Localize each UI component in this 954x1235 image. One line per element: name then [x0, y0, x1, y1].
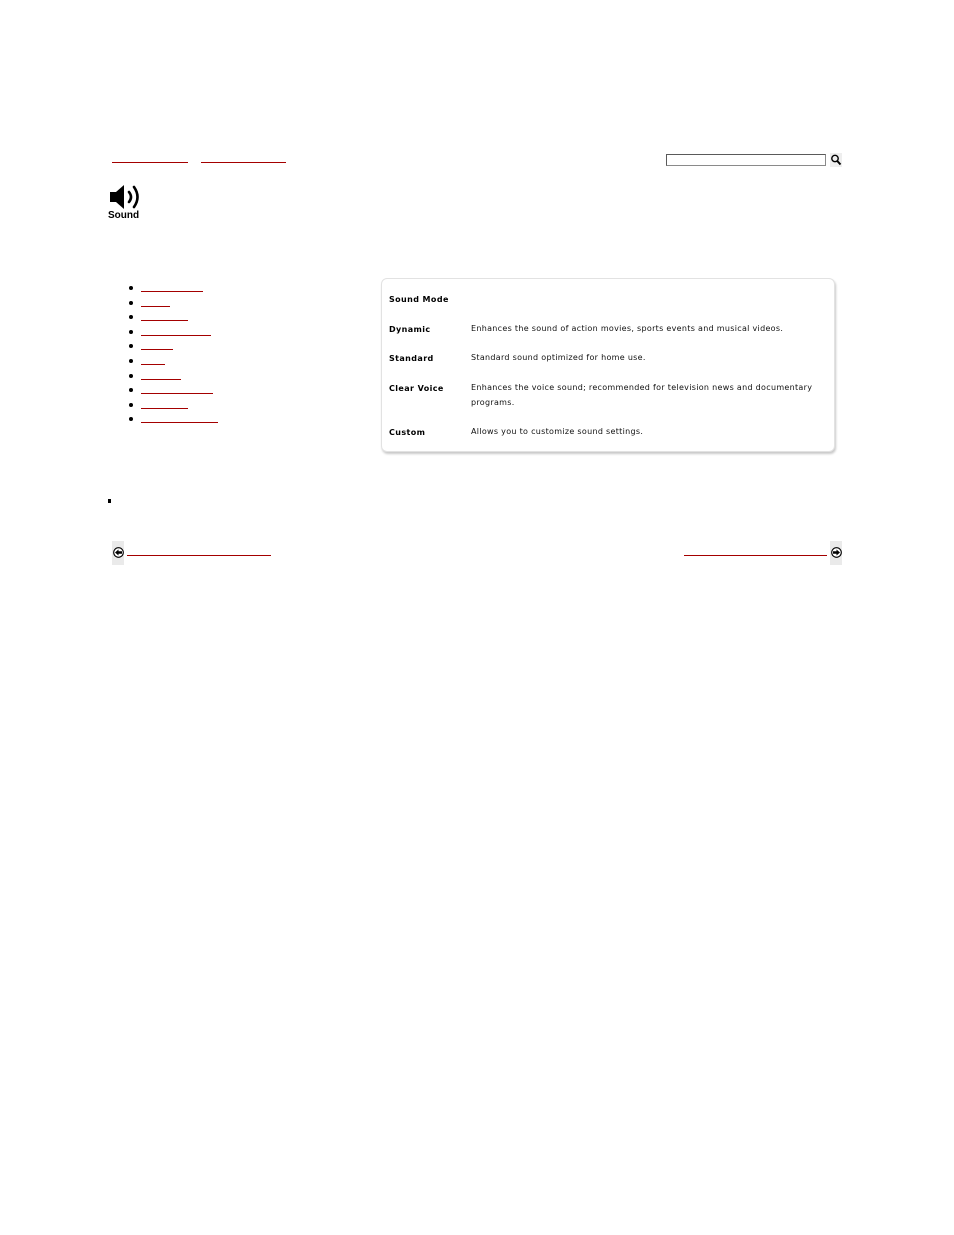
sidebar-link[interactable] — [141, 414, 218, 423]
sidebar-link[interactable] — [141, 371, 181, 380]
sidebar-link[interactable] — [141, 327, 211, 336]
magnifier-icon — [830, 153, 842, 167]
sidebar-link[interactable] — [141, 341, 173, 350]
option-description: Enhances the sound of action movies, sports events and musical videos. — [471, 324, 784, 333]
next-link[interactable] — [684, 546, 827, 556]
search-input[interactable] — [666, 154, 826, 166]
panel-title: Sound Mode — [389, 295, 449, 304]
sidebar-link[interactable] — [141, 385, 213, 394]
option-description: Allows you to customize sound settings. — [471, 427, 644, 436]
option-term: Custom — [389, 428, 426, 437]
category-header — [108, 184, 148, 221]
arrow-right-circle-icon — [831, 547, 842, 558]
sidebar-link[interactable] — [141, 283, 203, 292]
option-term: Clear Voice — [389, 384, 444, 393]
prev-button[interactable] — [112, 541, 124, 565]
sidebar-link[interactable] — [141, 400, 188, 409]
option-term: Standard — [389, 354, 434, 363]
prev-link[interactable] — [127, 546, 271, 556]
bullet-marker — [108, 499, 111, 503]
next-button[interactable] — [830, 541, 842, 565]
sidebar-link[interactable] — [141, 298, 170, 307]
breadcrumb-link-2[interactable] — [201, 152, 286, 163]
option-description: Standard sound optimized for home use. — [471, 353, 646, 362]
sidebar-link[interactable] — [141, 312, 188, 321]
speaker-icon — [108, 184, 144, 210]
option-term: Dynamic — [389, 325, 431, 334]
breadcrumb-link-1[interactable] — [112, 152, 188, 163]
option-description: Enhances the voice sound; recommended for television news and documentary programs. — [471, 383, 813, 407]
search-button[interactable] — [830, 153, 842, 167]
category-label: Sound — [108, 210, 140, 221]
sound-mode-panel — [381, 278, 835, 452]
arrow-left-circle-icon — [113, 547, 124, 558]
sidebar-link[interactable] — [141, 356, 165, 365]
